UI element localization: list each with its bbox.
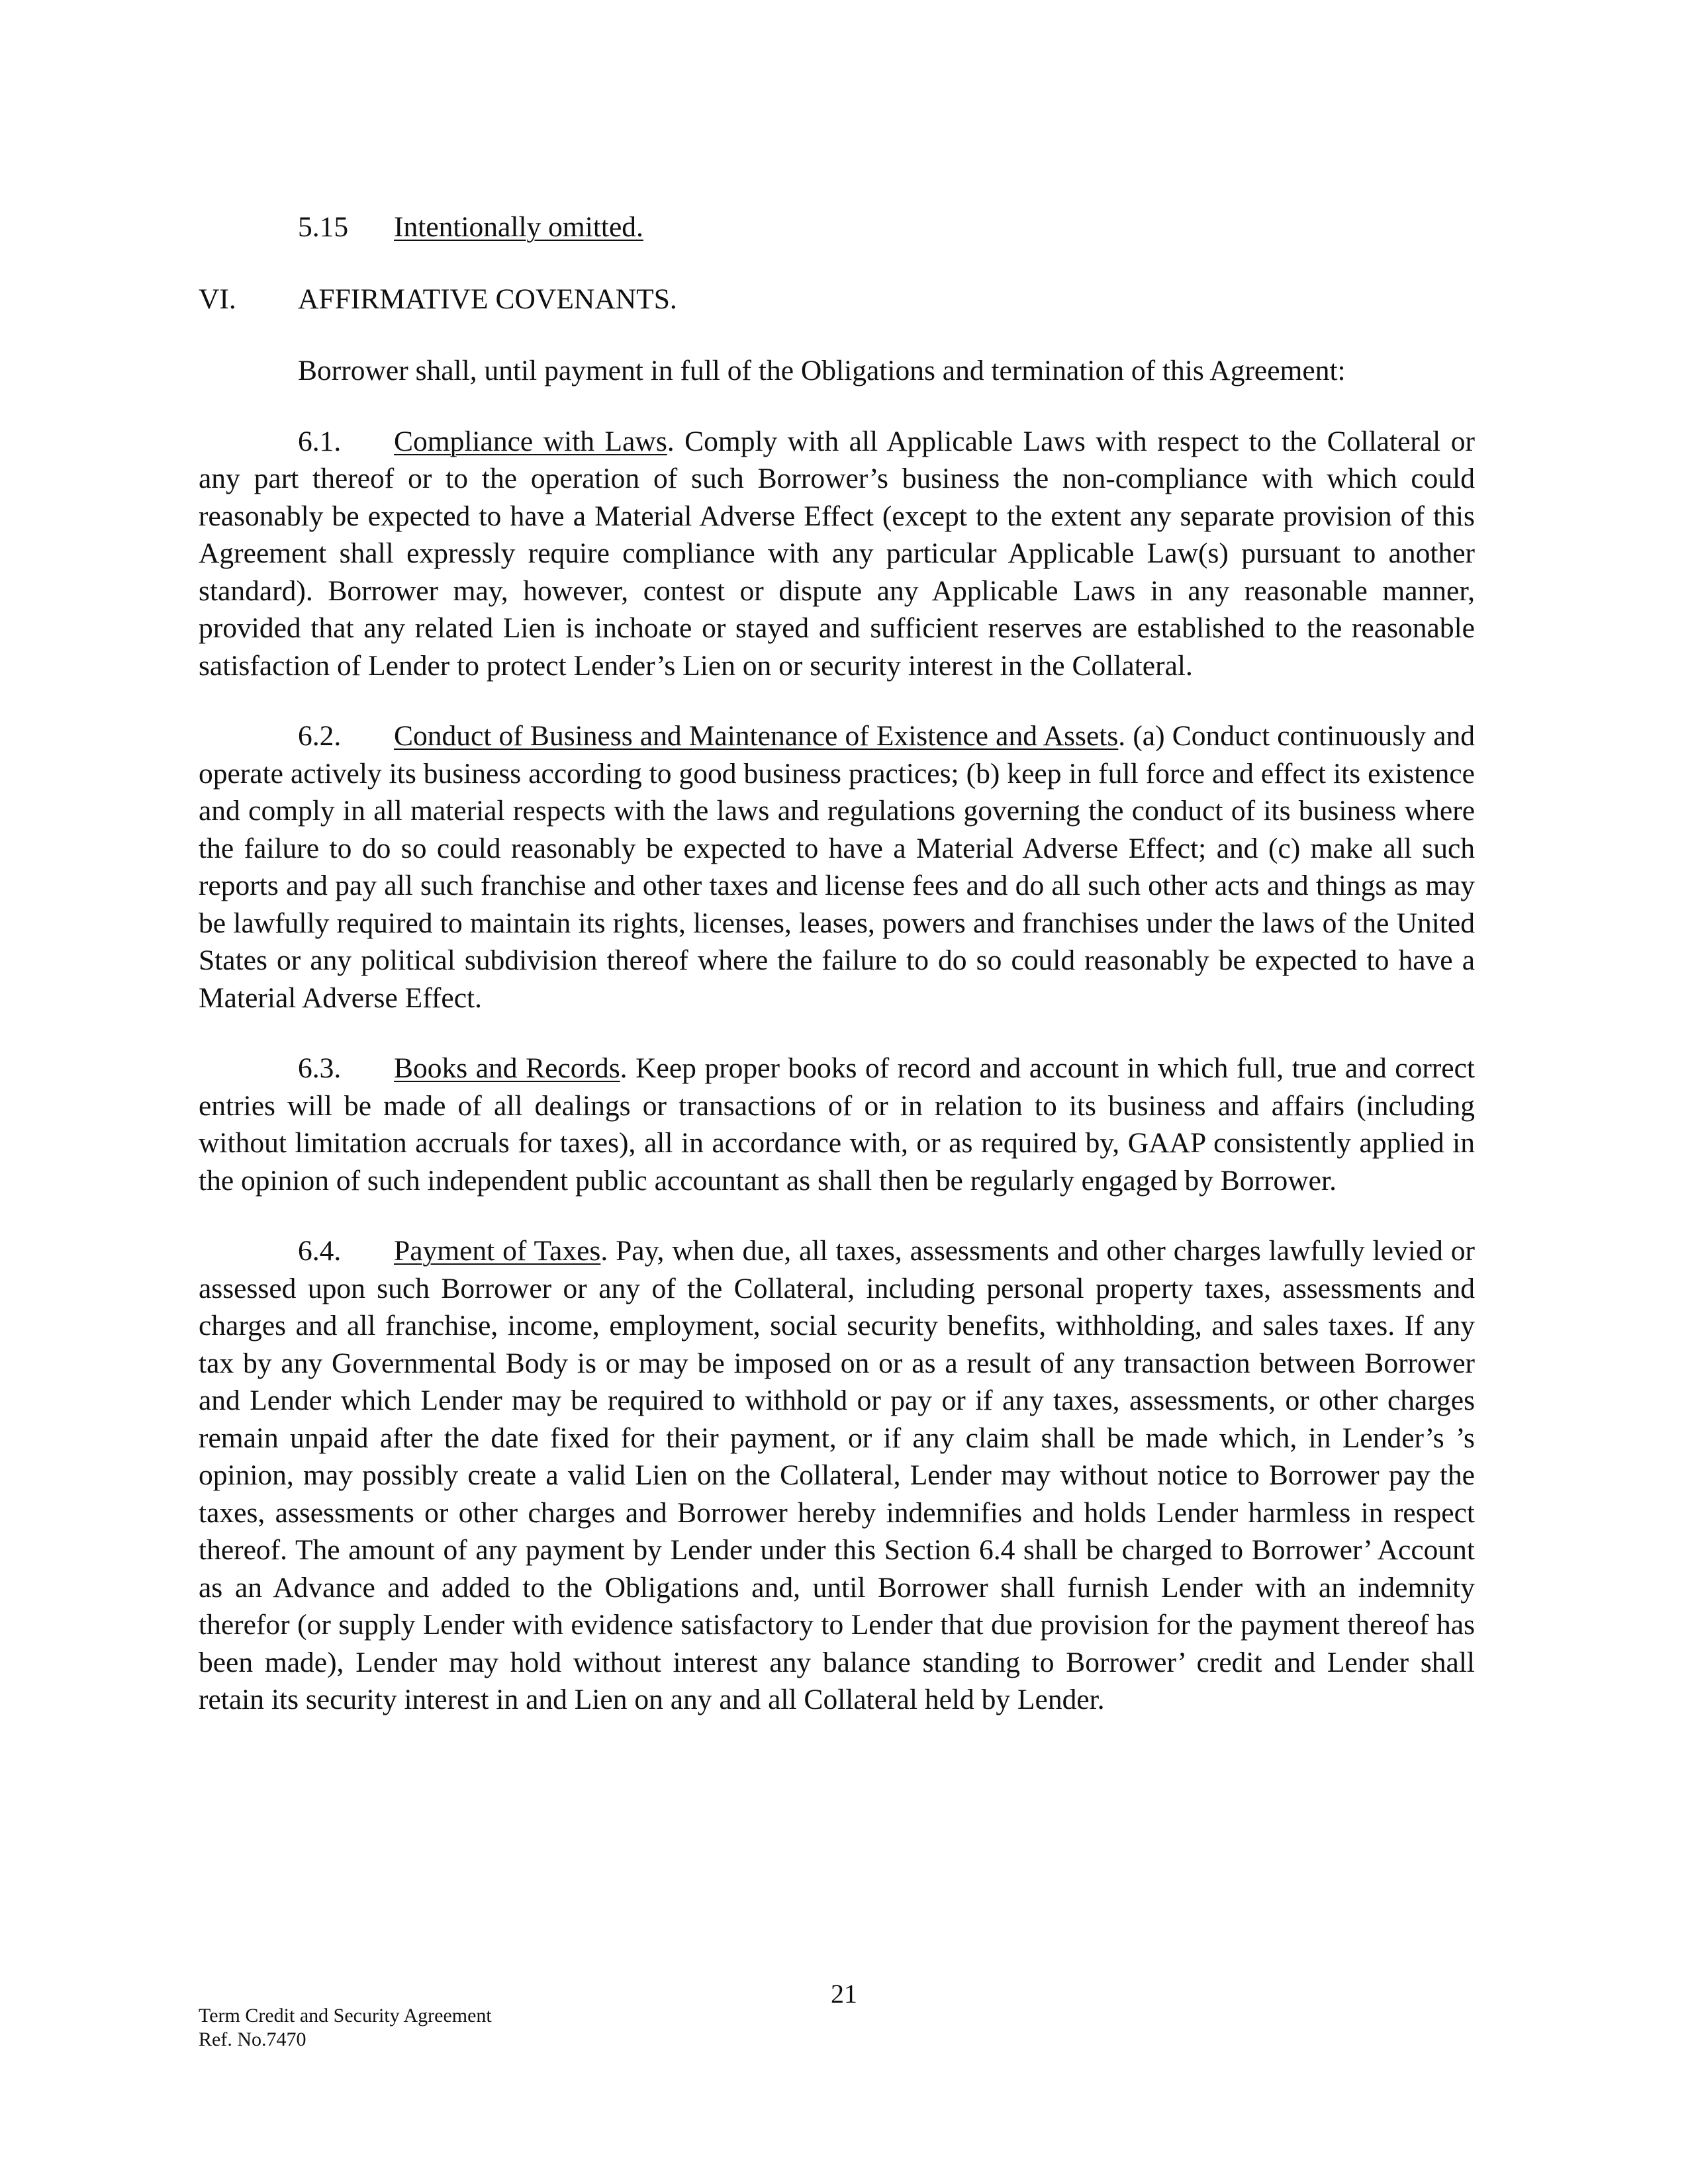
- article-number: VI.: [199, 283, 236, 315]
- section-6-1: [199, 423, 1475, 685]
- section-number: 5.15: [298, 211, 349, 243]
- section-number: 6.2.: [298, 720, 342, 752]
- article-heading: [199, 281, 1475, 318]
- section-text: . Comply with all Applicable Laws with respect to the Collateral or any part thereof or to the operation of such Borrower’s business the non-compliance with which could reasonably be expected to have a Material Adverse Effect (except to the extent any separate provision of this Agreement shall expressly require compliance with any particular Applicable Law(s) pursuant to another standard). Borrower may, however, contest or dispute any Applicable Laws in any reasonable manner, provided that any related Lien is inchoate or stayed and sufficient reserves are established to the reasonable satisfaction of Lender to protect Lender’s Lien on or security interest in the Collateral.: [199, 425, 1475, 682]
- section-number: 6.1.: [298, 425, 342, 457]
- section-title: Books and Records: [394, 1052, 620, 1084]
- section-text: . (a) Conduct continuously and operate actively its business according to good business practices; (b) keep in full force and effect its existence and comply in all material respects with the laws and regulations governing the conduct of its business where the failure to do so could reasonably be expected to have a Material Adverse Effect; and (c) make all such reports and pay all such franchise and other taxes and license fees and do all such other acts and things as may be lawfully required to maintain its rights, licenses, leases, powers and franchises under the laws of the United States or any political subdivision thereof where the failure to do so could reasonably be expected to have a Material Adverse Effect.: [199, 720, 1475, 1014]
- section-title: Payment of Taxes: [394, 1235, 601, 1267]
- section-title: Conduct of Business and Maintenance of Existence and Assets: [394, 720, 1119, 752]
- article-title: AFFIRMATIVE COVENANTS.: [298, 283, 677, 315]
- section-6-4: [199, 1232, 1475, 1719]
- footer-doc-title: Term Credit and Security Agreement: [199, 2005, 492, 2026]
- section-title: Compliance with Laws: [394, 425, 667, 457]
- section-number: 6.3.: [298, 1052, 342, 1084]
- section-number: 6.4.: [298, 1235, 342, 1267]
- article-intro: Borrower shall, until payment in full of the Obligations and termination of this Agreement:: [298, 355, 1346, 387]
- section-6-2: [199, 717, 1475, 1017]
- section-text: . Pay, when due, all taxes, assessments and other charges lawfully levied or assessed upon such Borrower or any of the Collateral, including personal property taxes, assessments and charges and all franchise, income, employment, social security benefits, withholding, and sales taxes. If any tax by any Governmental Body is or may be imposed on or as a result of any transaction between Borrower and Lender which Lender may be required to withhold or pay or if any taxes, assessments, or other charges remain unpaid after the date fixed for their payment, or if any claim shall be made which, in Lender’s ’s opinion, may possibly create a valid Lien on the Collateral, Lender may without notice to Borrower pay the taxes, assessments or other charges and Borrower hereby indemnifies and holds Lender harmless in respect thereof. The amount of any payment by Lender under this Section 6.4 shall be charged to Borrower’ Account as an Advance and added to the Obligations and, until Borrower shall furnish Lender with an indemnity therefor (or supply Lender with evidence satisfactory to Lender that due provision for the payment thereof has been made), Lender may hold without interest any balance standing to Borrower’ credit and Lender shall retain its security interest in and Lien on any and all Collateral held by Lender.: [199, 1235, 1475, 1715]
- section-text: . Keep proper books of record and account in which full, true and correct entries will be made of all dealings or transactions of or in relation to its business and affairs (including without limitation accruals for taxes), all in accordance with, or as required by, GAAP consistently applied in the opinion of such independent public accountant as shall then be regularly engaged by Borrower.: [199, 1052, 1476, 1197]
- footer-ref: Ref. No.7470: [199, 2028, 306, 2050]
- page-footer: [199, 2004, 492, 2052]
- section-title: Intentionally omitted.: [394, 211, 643, 243]
- page-number: 21: [831, 1979, 857, 2009]
- document-page: [199, 208, 1475, 1719]
- section-5-15-heading: [199, 208, 1475, 246]
- section-6-3: [199, 1050, 1475, 1199]
